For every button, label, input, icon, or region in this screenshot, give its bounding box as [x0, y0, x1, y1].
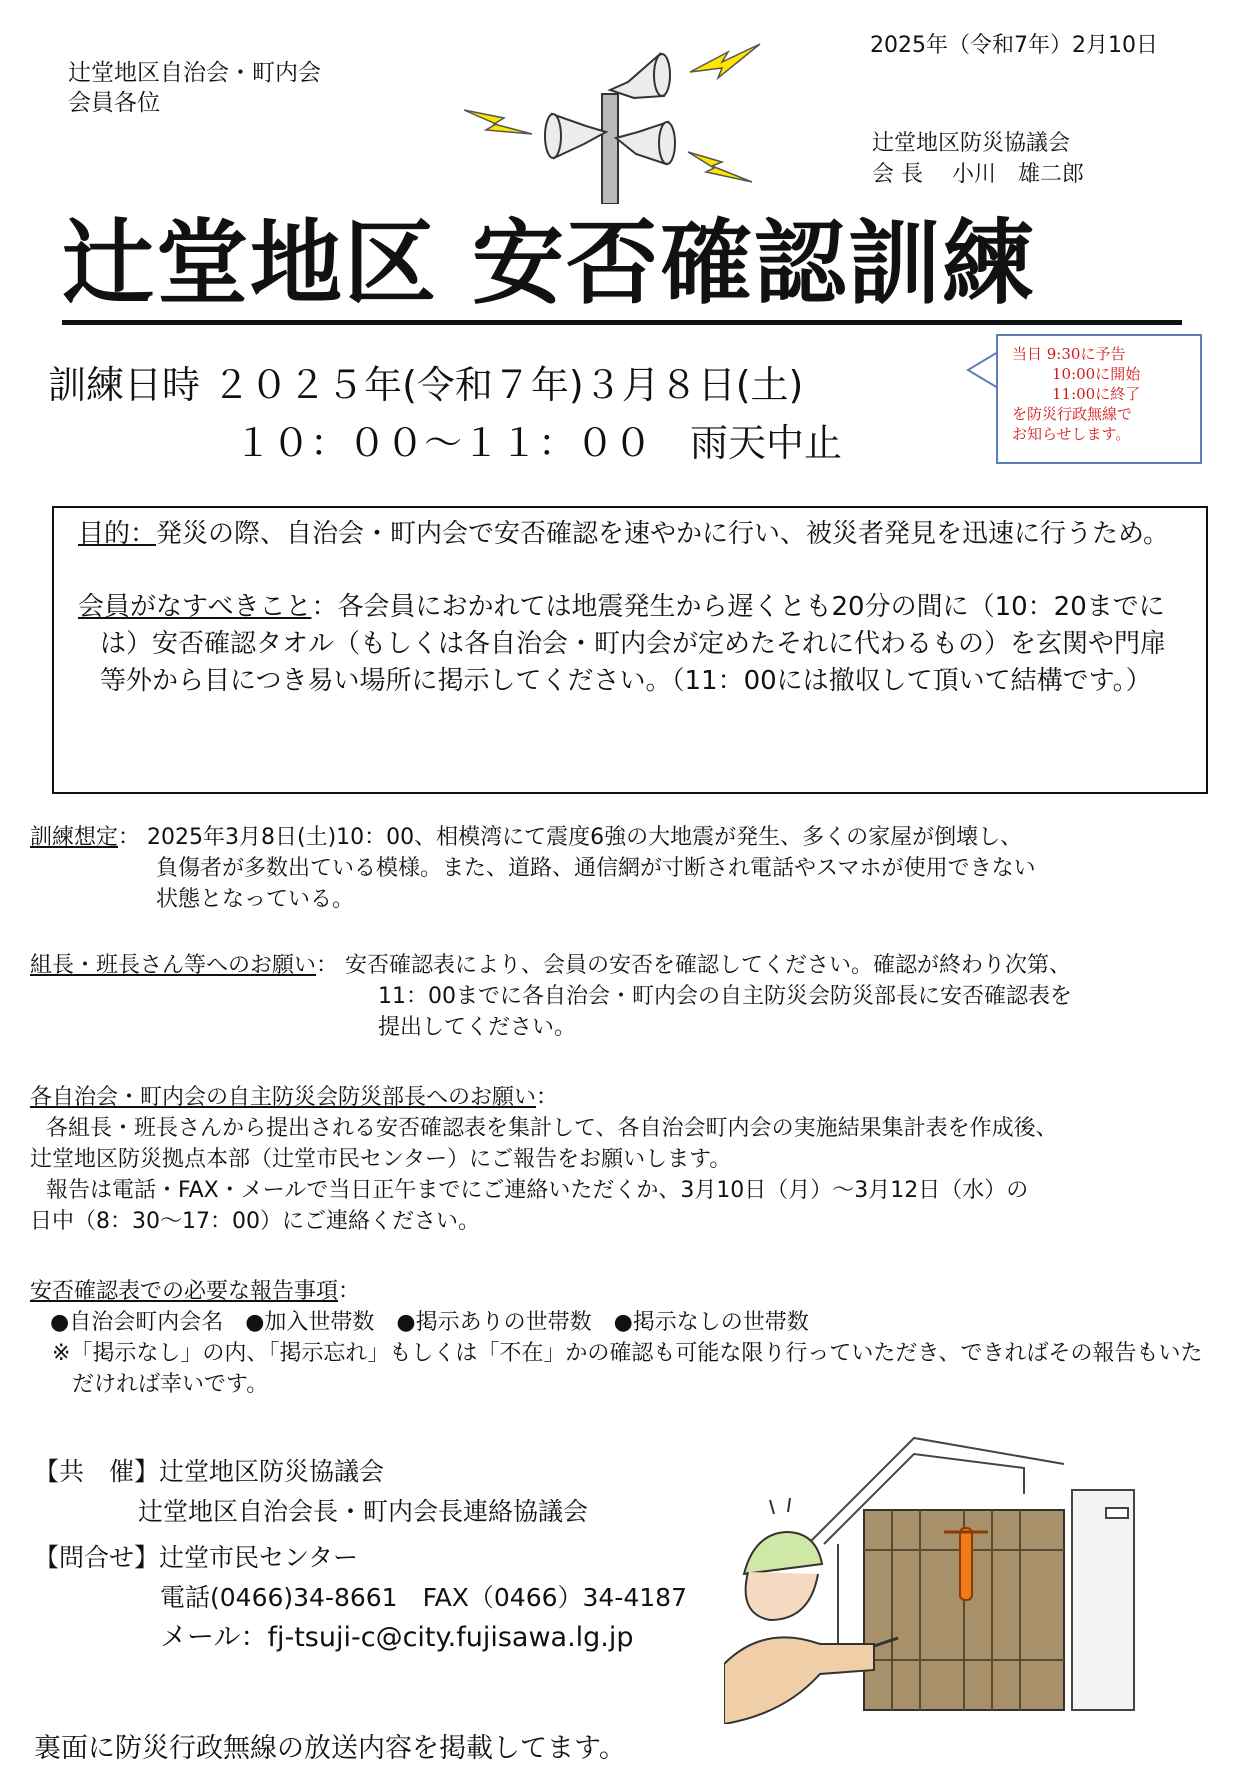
issue-date: 2025年（令和7年）2月10日	[870, 33, 1158, 58]
scenario-section: 訓練想定： 2025年3月8日(土)10：00、相模湾にて震度6強の大地震が発生、多くの家屋が倒壊し、 負傷者が多数出ている模様。また、道路、通信網が寸断され電話やスマホが使用できない 状態となっている。	[30, 825, 1036, 912]
leaders-request-section: 組長・班長さん等へのお願い： 安否確認表により、会員の安否を確認してください。確認が終わり次第、 11：00までに各自治会・町内会の自主防災会防災部長に安否確認表を 提出してください。	[30, 953, 1072, 1040]
purpose-heading: 目的：	[78, 519, 157, 549]
report-items-section: 安否確認表での必要な報告事項： ●自治会町内会名 ●加入世帯数 ●掲示ありの世帯数 ●掲示なしの世帯数 ※「掲示なし」の内、「掲示忘れ」もしくは「不在」かの確認も可能な限り行っていただき、できればその報告もいただければ幸いです。	[30, 1276, 1230, 1400]
managers-request-section: 各自治会・町内会の自主防災会防災部長へのお願い： 各組長・班長さんから提出される安否確認表を集計して、各自治会町内会の実施結果集計表を作成後、 辻堂地区防災拠点本部（辻堂市民センター）にご報告をお願いします。 報告は電話・FAX・メールで当日正午までにご連絡いただくか、3月10日（月）～3月12日（水）の 日中（8：30～17：00）にご連絡ください。	[30, 1085, 1058, 1234]
contact-phone: 電話(0466)34-8661 FAX（0466）34-4187	[160, 1583, 687, 1612]
report-note: ※「掲示なし」の内、「掲示忘れ」もしくは「不在」かの確認も可能な限り行っていただき、できればその報告もいただければ幸いです。	[52, 1341, 1203, 1397]
report-items: ●自治会町内会名 ●加入世帯数 ●掲示ありの世帯数 ●掲示なしの世帯数	[50, 1310, 809, 1335]
loudspeaker-icon	[460, 34, 790, 204]
leaders-heading: 組長・班長さん等へのお願い	[30, 953, 317, 978]
sender: 辻堂地区防災協議会 会 長 小川 雄二郎	[872, 131, 1084, 187]
callout-pointer-icon	[966, 350, 1000, 390]
training-schedule: 訓練日時 ２０２５年(令和７年)３月８日(土) １０：００～１１：００ 雨天中止	[48, 363, 843, 465]
managers-heading: 各自治会・町内会の自主防災会防災部長へのお願い	[30, 1085, 537, 1110]
organizers: 【共 催】辻堂地区防災協議会 辻堂地区自治会長・町内会長連絡協議会	[34, 1457, 589, 1526]
purpose-box	[52, 506, 1208, 794]
worker-at-gate-icon	[724, 1424, 1224, 1724]
page-title: 辻堂地区 安否確認訓練	[62, 210, 1182, 325]
purpose-paragraph: 目的：発災の際、自治会・町内会で安否確認を速やかに行い、被災者発見を迅速に行うため。	[78, 519, 1169, 549]
duty-heading: 会員がなすべきこと	[78, 592, 312, 622]
contact-info: 【問合せ】辻堂市民センター 電話(0466)34-8661 FAX（0466）34-4187 メール：fj-tsuji-c@city.fujisawa.lg.jp	[34, 1538, 687, 1658]
footer-note: 裏面に防災行政無線の放送内容を掲載してます。	[34, 1733, 626, 1764]
report-heading: 安否確認表での必要な報告事項	[30, 1279, 339, 1304]
duty-paragraph: 会員がなすべきこと：各会員におかれては地震発生から遅くとも20分の間に（10：20までには）安否確認タオル（もしくは各自治会・町内会が定めたそれに代わるもの）を玄関や門扉等外から目につき易い場所に掲示してください。（11：00には撤収して頂いて結構です。）	[78, 592, 1167, 696]
scenario-heading: 訓練想定	[30, 825, 119, 850]
contact-email: メール：fj-tsuji-c@city.fujisawa.lg.jp	[160, 1622, 634, 1653]
broadcast-callout: 当日 9:30に予告 10:00に開始 11:00に終了 を防災行政無線で お知らせします。	[996, 334, 1202, 464]
addressee: 辻堂地区自治会・町内会 会員各位	[68, 60, 321, 116]
